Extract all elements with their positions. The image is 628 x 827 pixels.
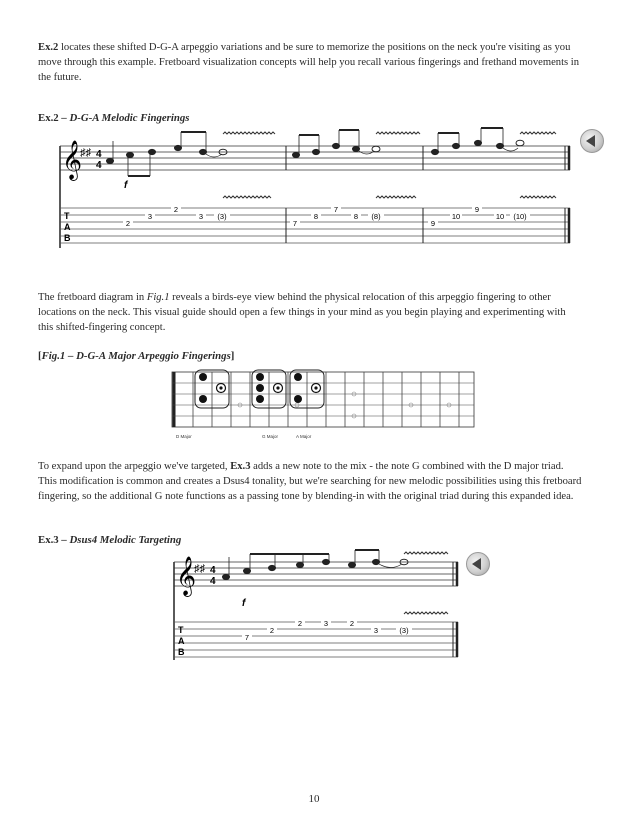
svg-text:A: A — [64, 222, 71, 232]
ex3-tab-numbers — [242, 619, 412, 642]
page-number: 10 — [308, 793, 320, 805]
fretboard-diagram — [170, 368, 480, 446]
time-sig-bottom: 4 — [96, 160, 102, 171]
ex3-notes — [223, 550, 409, 580]
treble-clef-icon: 𝄞 — [176, 557, 197, 595]
tab-number: 3 — [198, 212, 204, 221]
svg-text:B: B — [64, 233, 71, 243]
ex2-reference: Ex.2 — [38, 42, 59, 53]
ex2-measure-3-notes — [432, 128, 525, 155]
fig1-heading-title: – D-G-A Major Arpeggio Fingerings — [65, 350, 231, 362]
treble-clef-icon: 𝄞 — [62, 141, 83, 179]
tab-number: 2 — [349, 619, 355, 628]
time-sig-top: 4 — [210, 565, 216, 576]
tab-number: 7 — [292, 219, 298, 228]
fig1-reference: Fig.1 — [146, 292, 170, 303]
tab-number: 8 — [313, 212, 319, 221]
tab-number: 9 — [430, 219, 436, 228]
dynamic-marking: f — [242, 598, 246, 609]
chord-label-d: D Major — [176, 434, 192, 439]
ex3-heading-label: Ex.3 — [38, 534, 59, 546]
chord-label-g: G Major — [262, 434, 279, 439]
svg-text:T: T — [178, 625, 184, 635]
ex3-heading-title: – Dsus4 Melodic Targeting — [58, 534, 182, 546]
speaker-icon[interactable] — [466, 552, 490, 576]
tab-number: (3) — [399, 626, 409, 635]
key-signature: ♯♯ — [80, 147, 91, 159]
tab-number: 3 — [373, 626, 379, 635]
intro-paragraph — [38, 40, 583, 85]
ex3-reference: Ex.3 — [230, 461, 251, 472]
tab-number: 8 — [353, 212, 359, 221]
speaker-icon[interactable] — [580, 129, 604, 153]
ex2-heading — [38, 112, 189, 124]
dynamic-marking: f — [124, 180, 128, 191]
ex2-measure-1-notes — [107, 132, 228, 176]
tab-number: 3 — [323, 619, 329, 628]
tab-number: 2 — [173, 205, 179, 214]
svg-text:A: A — [178, 636, 185, 646]
ex3-notation — [172, 548, 462, 666]
ex2-vibrato-marks — [223, 132, 556, 198]
ex3-tab-staff — [174, 622, 458, 657]
tab-number: 7 — [244, 633, 250, 642]
g-major-dots — [256, 373, 264, 403]
tab-number: 9 — [474, 205, 480, 214]
time-sig-bottom: 4 — [210, 576, 216, 587]
tab-number: (8) — [371, 212, 381, 221]
tab-number: 10 — [451, 212, 461, 221]
ex2-tab-clef — [64, 211, 71, 243]
tab-number: 2 — [269, 626, 275, 635]
chord-label-a: A Major — [296, 434, 312, 439]
svg-text:T: T — [64, 211, 70, 221]
key-signature: ♯♯ — [194, 563, 205, 575]
ex2-measure-2-notes — [293, 130, 381, 158]
time-sig-top: 4 — [96, 149, 102, 160]
tab-number: 7 — [333, 205, 339, 214]
ex2-notation — [58, 126, 578, 254]
expand-paragraph: To expand upon the arpeggio we've targeted, Ex.3 adds a new note to the mix - the note G combined with the D major triad. This modification is common and creates a Dsus4 tonality, but we're searching for new melodic possibilities using this fretboard fingering, so the additional G note functions as a passing tone by blending-in with the original triad during this expanded idea. — [38, 461, 582, 502]
fig1-heading: [Fig.1 – D-G-A Major Arpeggio Fingerings] — [38, 350, 235, 362]
intro-text: locates these shifted D-G-A arpeggio variations and be sure to memorize the positions on the neck you're visiting as you move through this example. Fretboard visualization concepts will help you recall various fingerings and frethand movements in the future. — [38, 42, 580, 83]
fretboard-paragraph: The fretboard diagram in Fig.1 reveals a birds-eye view behind the physical relocation of this arpeggio fingering to other locations on the neck. This visual guide should open a few things in your mind as you begin playing and experimenting with this shifted-fingering concept. — [38, 292, 566, 333]
chord-labels — [176, 434, 312, 439]
tab-number: (10) — [513, 212, 527, 221]
ex3-tab-clef — [178, 625, 185, 657]
ex3-vibrato-marks — [404, 552, 448, 614]
tab-number: 2 — [297, 619, 303, 628]
tab-number: (3) — [217, 212, 227, 221]
ex2-heading-title: – D-G-A Melodic Fingerings — [58, 112, 190, 124]
ex2-tab-numbers — [123, 205, 530, 228]
svg-text:B: B — [178, 647, 185, 657]
tab-number: 2 — [125, 219, 131, 228]
ex2-heading-label: Ex.2 — [38, 112, 59, 124]
ex3-staff — [174, 562, 458, 586]
ex3-heading — [38, 534, 181, 546]
tab-number: 10 — [495, 212, 505, 221]
tab-number: 3 — [147, 212, 153, 221]
fig1-heading-label: Fig.1 — [41, 350, 66, 362]
